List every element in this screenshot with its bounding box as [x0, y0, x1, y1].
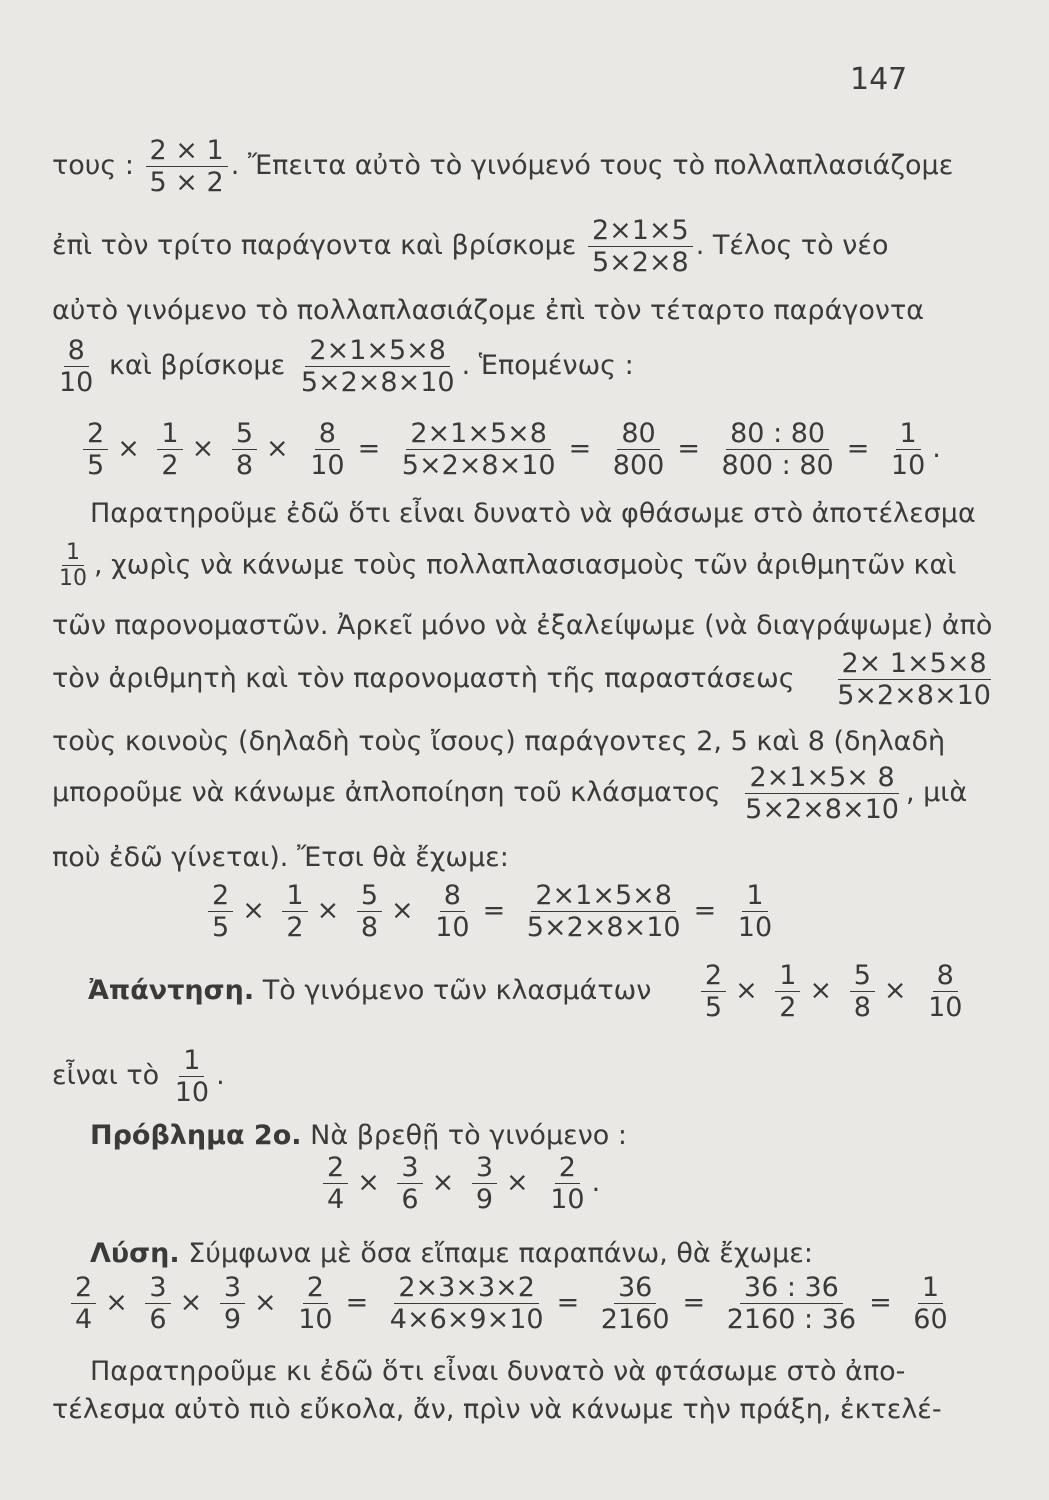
operator: =	[357, 433, 381, 465]
denominator: 60	[913, 1304, 948, 1336]
fraction	[171, 1045, 213, 1108]
numerator: 2	[701, 960, 726, 992]
denominator: 5 × 2	[149, 167, 224, 199]
fraction	[386, 1272, 548, 1335]
text-line-2: ἐπὶ τὸν τρίτο παράγοντα καὶ βρίσκομε $\frac{2\times 1\times 5}{5\times 2\times 8}$ . Τέλος τὸ νέο	[52, 215, 889, 279]
operator: ×	[266, 433, 289, 465]
text-line-1	[52, 135, 953, 198]
denominator: 10	[435, 912, 470, 944]
denominator: 8	[235, 450, 253, 482]
denominator: 5×2×8×10	[745, 794, 899, 826]
paragraph-line-3: τῶν παρονομαστῶν. Ἀρκεῖ μόνο νὰ ἐξαλείψωμε (νὰ διαγράψωμε) ἀπὸ	[52, 610, 993, 641]
numerator: 5	[850, 960, 875, 992]
fraction	[323, 1152, 348, 1215]
operator: ×	[809, 975, 833, 1007]
fraction	[145, 1272, 170, 1335]
fraction	[157, 418, 182, 481]
operator: ×	[357, 1167, 380, 1199]
paragraph-line-1: Παρατηροῦμε ἐδῶ ὅτι εἶναι δυνατὸ νὰ φθάσωμε στὸ ἀποτέλεσμα	[90, 498, 976, 529]
numerator: 1	[62, 540, 84, 566]
fraction	[609, 418, 669, 481]
operator: =	[869, 1287, 892, 1319]
fraction	[146, 135, 228, 198]
numerator: 3	[145, 1272, 170, 1304]
operator: =	[556, 1287, 580, 1319]
operator: ×	[316, 895, 340, 927]
operator: ×	[506, 1167, 529, 1199]
numerator: 80	[617, 418, 659, 450]
fraction	[924, 960, 966, 1023]
fraction	[909, 1272, 951, 1335]
denominator: 5	[212, 912, 230, 944]
fraction	[546, 1152, 588, 1215]
fraction	[472, 1152, 497, 1215]
fraction	[701, 960, 726, 1023]
denominator: 2	[286, 912, 304, 944]
denominator: 6	[401, 1184, 419, 1216]
operator: ×	[105, 1287, 128, 1319]
denominator: 5	[87, 450, 105, 482]
denominator: 10	[59, 566, 87, 592]
denominator: 5×2×8×10	[401, 450, 556, 482]
numerator: 1	[775, 960, 800, 992]
numerator: 8	[440, 880, 465, 912]
denominator: 5×2×8×10	[300, 367, 455, 399]
numerator: 1	[742, 880, 767, 912]
operator: =	[345, 1287, 369, 1319]
fraction	[232, 418, 257, 481]
operator: ×	[883, 975, 907, 1007]
operator: ×	[191, 433, 215, 465]
denominator: 6	[149, 1304, 167, 1336]
equation-2	[205, 880, 779, 943]
fraction	[398, 418, 560, 481]
denominator: 5×2×8×10	[526, 912, 681, 944]
denominator: 8	[360, 912, 378, 944]
solution-equation	[68, 1272, 955, 1335]
fraction	[397, 1152, 422, 1215]
fraction	[741, 762, 903, 825]
numerator: 2× 1×5×8	[838, 648, 991, 680]
operator: ×	[254, 1287, 277, 1319]
fraction	[83, 418, 108, 481]
denominator: 10	[298, 1304, 333, 1336]
answer-line: Ἀπάντηση. Τὸ γινόμενο τῶν κλασμάτων $\frac{2}{5}$ × $\frac{1}{2}$ × $\frac{5}{8}$ × $\frac{8}{10}$	[88, 960, 969, 1023]
operator: =	[482, 895, 506, 927]
numerator: 80 : 80	[726, 418, 829, 450]
solution-label: Λύση.	[90, 1238, 180, 1269]
numerator: 8	[315, 418, 340, 450]
denominator: 10	[310, 450, 345, 482]
denominator: 10	[890, 450, 926, 482]
paragraph-line-6: μποροῦμε νὰ κάνωμε ἀπλοποίηση τοῦ κλάσματος $\frac{2\times 1\times 5\times 8}{5\times 2\times 8\times 10}$ , μιὰ	[52, 762, 968, 826]
fraction	[734, 880, 776, 943]
fraction	[55, 335, 97, 398]
operator: ×	[735, 975, 758, 1007]
numerator: 8	[933, 960, 958, 992]
numerator: 8	[64, 335, 89, 367]
page-number: 147	[850, 62, 908, 97]
numerator: 2	[83, 418, 108, 450]
fraction	[718, 418, 838, 481]
paragraph-line-7: ποὺ ἐδῶ γίνεται). Ἔτσι θὰ ἔχωμε:	[52, 842, 509, 873]
numerator: 1	[179, 1045, 204, 1077]
line1-suffix: . Ἔπειτα αὐτὸ τὸ γινόμενό τους τὸ πολλαπλασιάζομε	[230, 150, 954, 182]
denominator: 5×2×8	[591, 247, 689, 279]
fraction	[220, 1272, 245, 1335]
fraction	[523, 880, 685, 943]
numerator: 2×1×5×8	[406, 418, 551, 450]
fraction	[297, 335, 459, 398]
denominator: 9	[223, 1304, 241, 1336]
operator: ×	[431, 1167, 455, 1199]
operator: =	[693, 895, 717, 927]
numerator: 2×1×5× 8	[745, 762, 898, 794]
answer-label: Ἀπάντηση.	[88, 975, 255, 1007]
numerator: 2×1×5	[588, 215, 693, 247]
operator: =	[677, 433, 700, 465]
operator: =	[846, 433, 870, 465]
denominator: 10	[928, 992, 963, 1024]
numerator: 1	[918, 1272, 943, 1304]
answer-line-2: εἶναι τὸ $\frac{1}{10}$ .	[52, 1045, 225, 1109]
fraction	[597, 1272, 674, 1335]
numerator: 2×1×5×8	[531, 880, 676, 912]
fraction	[850, 960, 875, 1023]
numerator: 36	[614, 1272, 656, 1304]
numerator: 5	[357, 880, 382, 912]
operator: ×	[117, 433, 140, 465]
fraction	[357, 880, 382, 943]
fraction	[887, 418, 929, 481]
text-line-4: $\frac{8}{10}$ καὶ βρίσκομε $\frac{2\times 1\times 5\times 8}{5\times 2\times 8\times 10}$ . Ἑπομένως :	[52, 335, 634, 398]
numerator: 2×1×5×8	[305, 335, 450, 367]
text-line-3: αὐτὸ γινόμενο τὸ πολλαπλασιάζομε ἐπὶ τὸν τέταρτο παράγοντα	[52, 295, 925, 326]
denominator: 10	[550, 1184, 585, 1216]
denominator: 4	[327, 1184, 345, 1216]
denominator: 2	[161, 450, 179, 482]
operator: ×	[179, 1287, 203, 1319]
fraction	[294, 1272, 336, 1335]
fraction	[775, 960, 800, 1023]
denominator: 800 : 80	[721, 450, 834, 482]
numerator: 2	[555, 1152, 580, 1184]
denominator: 4×6×9×10	[389, 1304, 544, 1336]
numerator: 1	[282, 880, 307, 912]
denominator: 4	[75, 1304, 93, 1336]
numerator: 5	[232, 418, 257, 450]
numerator: 2	[71, 1272, 96, 1304]
denominator: 9	[475, 1184, 493, 1216]
denominator: 800	[612, 450, 665, 482]
line1-prefix: τους :	[52, 150, 134, 182]
fraction	[208, 880, 233, 943]
closing-line-2: τέλεσμα αὐτὸ πιὸ εὔκολα, ἄν, πρὶν νὰ κάνωμε τὴν πράξη, ἐκτελέ-	[52, 1394, 942, 1425]
problem-label: Πρόβλημα 2ο.	[90, 1120, 302, 1151]
numerator: 2 × 1	[146, 135, 228, 167]
paragraph-line-5: τοὺς κοινοὺς (δηλαδὴ τοὺς ἴσους) παράγοντες 2, 5 καὶ 8 (δηλαδὴ	[52, 726, 946, 757]
solution-heading: Λύση. Σύμφωνα μὲ ὅσα εἴπαμε παραπάνω, θὰ ἔχωμε:	[90, 1238, 813, 1269]
numerator: 1	[896, 418, 921, 450]
operator: ×	[242, 895, 265, 927]
denominator: 2	[779, 992, 797, 1024]
numerator: 2	[208, 880, 233, 912]
equation-1: $\frac{2}{5}$ × $\frac{1}{2}$ × $\frac{5}{8}$ × $\frac{8}{10}$ = $\frac{2\times 1\times 5\times 8}{5\times 2\times 8\times 10}$ = $\frac{80}{800}$ = $\frac{80 : 80}{800 : 80}$ = $\frac{1}{10}$ .	[80, 418, 941, 481]
operator: =	[682, 1287, 706, 1319]
numerator: 36 : 36	[740, 1272, 843, 1304]
fraction	[71, 1272, 96, 1335]
numerator: 2×3×3×2	[394, 1272, 539, 1304]
operator: ×	[391, 895, 414, 927]
numerator: 3	[472, 1152, 497, 1184]
problem-expression: $\frac{2}{4}$ × $\frac{3}{6}$ × $\frac{3}{9}$ × $\frac{2}{10}$ .	[320, 1152, 600, 1215]
fraction	[723, 1272, 860, 1335]
denominator: 2160	[600, 1304, 670, 1336]
numerator: 2	[323, 1152, 348, 1184]
numerator: 1	[157, 418, 182, 450]
fraction	[588, 215, 693, 278]
denominator: 10	[59, 367, 94, 399]
problem-heading: Πρόβλημα 2ο. Νὰ βρεθῇ τὸ γινόμενο :	[90, 1120, 628, 1151]
fraction	[431, 880, 473, 943]
numerator: 3	[397, 1152, 422, 1184]
operator: =	[568, 433, 592, 465]
denominator: 10	[737, 912, 773, 944]
fraction	[306, 418, 348, 481]
fraction	[55, 540, 91, 592]
denominator: 2160 : 36	[726, 1304, 857, 1336]
numerator: 3	[220, 1272, 245, 1304]
denominator: 5	[704, 992, 723, 1024]
denominator: 10	[174, 1077, 210, 1109]
denominator: 5×2×8×10	[837, 680, 991, 712]
paragraph-line-2: $\frac{1}{10}$ , χωρὶς νὰ κάνωμε τοὺς πολλαπλασιασμοὺς τῶν ἀριθμητῶν καὶ	[52, 540, 956, 592]
numerator: 2	[303, 1272, 328, 1304]
fraction	[833, 648, 995, 711]
closing-line-1: Παρατηροῦμε κι ἐδῶ ὅτι εἶναι δυνατὸ νὰ φτάσωμε στὸ ἀπο-	[90, 1356, 906, 1387]
denominator: 8	[853, 992, 871, 1024]
paragraph-line-4: τὸν ἀριθμητὴ καὶ τὸν παρονομαστὴ τῆς παραστάσεως $\frac{2\times 1\times 5\times 8}{5\times 2\times 8\times 10}$	[52, 648, 998, 711]
fraction	[282, 880, 307, 943]
